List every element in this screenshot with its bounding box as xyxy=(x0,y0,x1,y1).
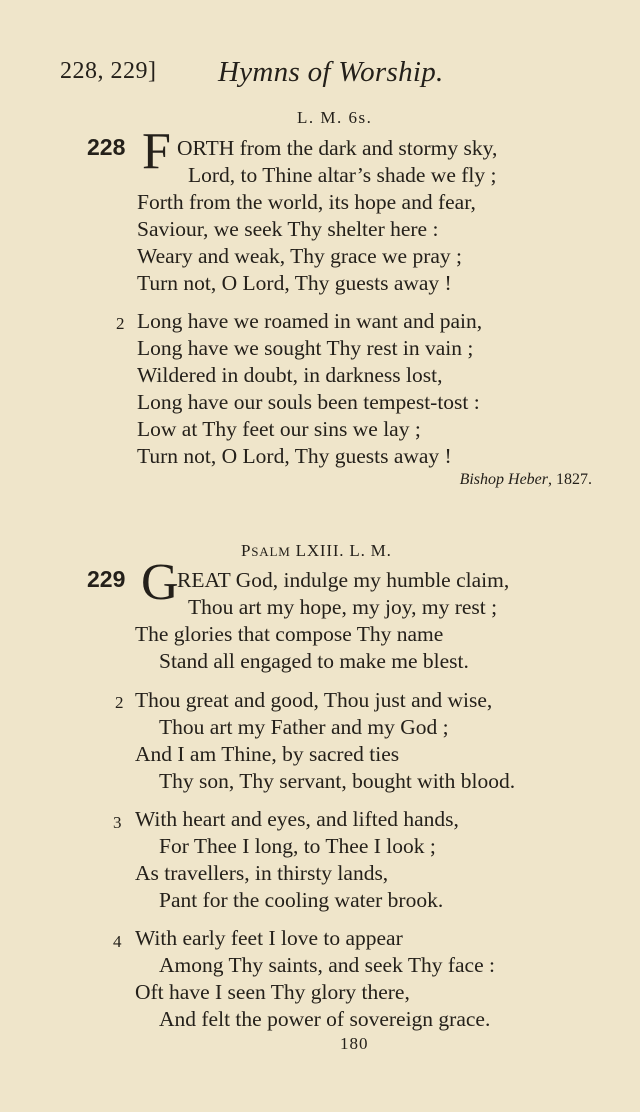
attribution-year: , 1827. xyxy=(548,471,592,488)
hymn-228-line: Wildered in doubt, in darkness lost, xyxy=(137,363,443,387)
hymn-229-line: REAT God, indulge my humble claim, xyxy=(177,568,510,592)
attribution-author: Bishop Heber xyxy=(459,471,548,488)
meter-smallcaps: SALM xyxy=(251,544,291,559)
hymn-228-verse-number: 2 xyxy=(116,314,125,333)
page-folio: 180 xyxy=(340,1034,369,1053)
hymn-229-line: Thou great and good, Thou just and wise, xyxy=(135,688,493,712)
hymn-228-line: Saviour, we seek Thy shelter here : xyxy=(137,217,439,241)
hymn-228-dropcap: F xyxy=(142,123,171,180)
meter-rest: LXIII. L. M. xyxy=(290,541,392,560)
hymn-229-verse-number: 3 xyxy=(113,813,122,832)
hymn-228-meter: L. M. 6s. xyxy=(297,108,373,127)
hymn-228-line: ORTH from the dark and stormy sky, xyxy=(177,136,498,160)
hymn-229-meter xyxy=(241,541,392,561)
hymn-228-number: 228 xyxy=(87,134,126,160)
hymn-228-line: Forth from the world, its hope and fear, xyxy=(137,190,476,214)
hymn-229-line: Thou art my hope, my joy, my rest ; xyxy=(188,595,498,619)
hymn-229-line: Thy son, Thy servant, bought with blood. xyxy=(159,769,516,793)
hymn-228-line: Weary and weak, Thy grace we pray ; xyxy=(137,244,462,268)
hymn-229-dropcap: G xyxy=(141,554,179,611)
hymn-229-verse-number: 2 xyxy=(115,693,124,712)
hymn-229-number: 229 xyxy=(87,566,126,592)
hymn-229-line: And felt the power of sovereign grace. xyxy=(159,1007,491,1031)
hymn-229-line: Thou art my Father and my God ; xyxy=(159,715,449,739)
hymn-229-line: Oft have I seen Thy glory there, xyxy=(135,980,410,1004)
hymn-229-line: Stand all engaged to make me blest. xyxy=(159,649,469,673)
hymn-228-line: Lord, to Thine altar’s shade we fly ; xyxy=(188,163,497,187)
hymn-229-line: Among Thy saints, and seek Thy face : xyxy=(159,953,495,977)
hymn-228-line: Long have we roamed in want and pain, xyxy=(137,309,483,333)
hymn-228-line: Turn not, O Lord, Thy guests away ! xyxy=(137,271,452,295)
hymn-228-line: Long have our souls been tempest-tost : xyxy=(137,390,480,414)
hymn-229-line: With heart and eyes, and lifted hands, xyxy=(135,807,459,831)
hymn-229-line: And I am Thine, by sacred ties xyxy=(135,742,400,766)
hymn-228-line: Low at Thy feet our sins we lay ; xyxy=(137,417,421,441)
hymn-229-line: With early feet I love to appear xyxy=(135,926,403,950)
hymn-229-line: The glories that compose Thy name xyxy=(135,622,444,646)
hymn-228-attribution xyxy=(460,471,592,489)
hymn-229-line: Pant for the cooling water brook. xyxy=(159,888,444,912)
hymn-229-line: As travellers, in thirsty lands, xyxy=(135,861,389,885)
page-numbers-header: 228, 229] xyxy=(60,58,157,84)
hymn-228-line: Turn not, O Lord, Thy guests away ! xyxy=(137,444,452,468)
hymn-228-line: Long have we sought Thy rest in vain ; xyxy=(137,336,474,360)
hymn-229-verse-number: 4 xyxy=(113,932,122,951)
running-title: Hymns of Worship. xyxy=(218,56,444,88)
hymn-229-line: For Thee I long, to Thee I look ; xyxy=(159,834,436,858)
meter-initial: P xyxy=(241,541,252,560)
